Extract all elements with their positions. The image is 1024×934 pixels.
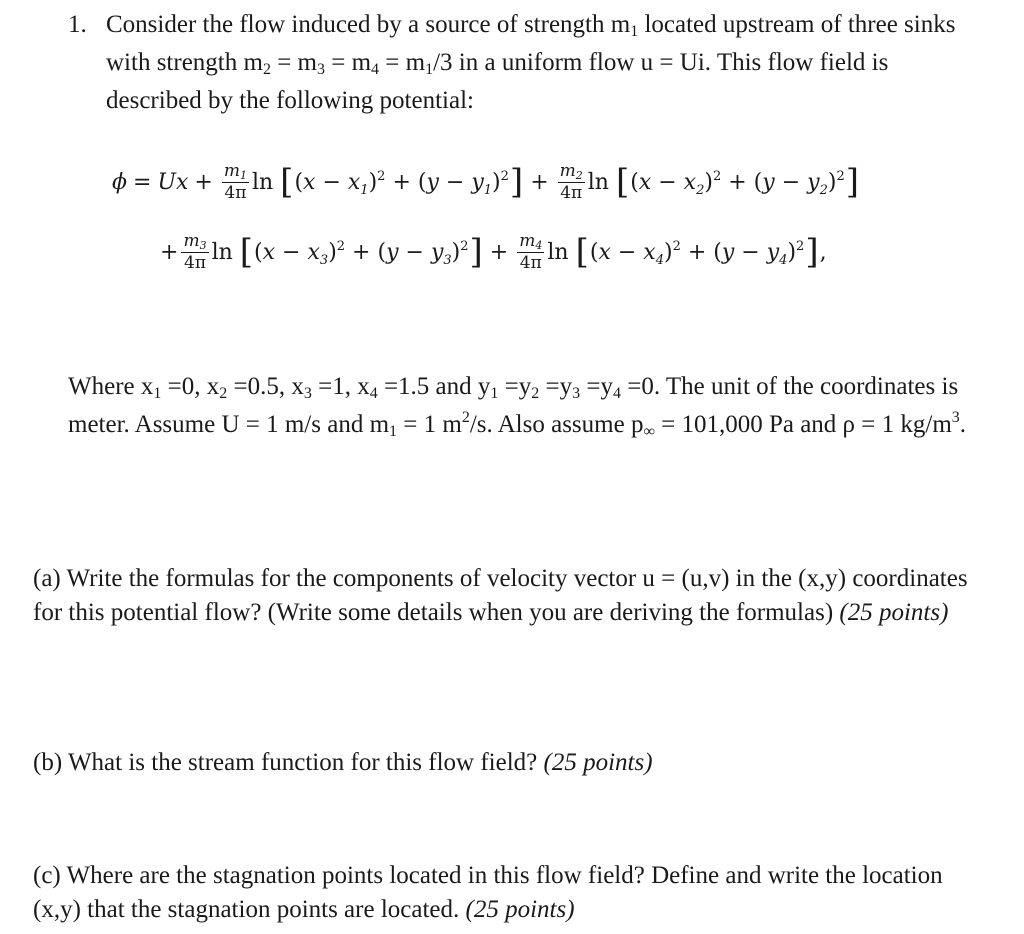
sub: 1 <box>490 385 499 402</box>
sup: 2 <box>461 409 470 426</box>
bracket-close: ] <box>845 162 859 202</box>
fraction-m3: $\frac{m_3}{4\pi}$ <box>183 230 207 273</box>
where-text: =y <box>498 373 532 400</box>
intro-sub-3: 3 <box>316 61 325 78</box>
sub: 2 <box>219 385 228 402</box>
equals-sign: = <box>133 169 152 195</box>
plus-sign: + <box>489 239 509 265</box>
sub: ∞ <box>643 423 655 440</box>
plus-sign: + <box>194 169 213 195</box>
equation-comma: , <box>819 239 827 265</box>
where-text: =0.5, x <box>227 373 304 400</box>
bracket-open: [ <box>239 232 254 272</box>
bracket-open: [ <box>280 162 294 202</box>
fraction-m4: $\frac{m_4}{4\pi}$ <box>519 230 543 273</box>
given-values-paragraph <box>68 368 968 444</box>
intro-text-2: located upstream of three sinks with strength m <box>106 11 956 76</box>
bracket-close: ] <box>509 162 524 202</box>
sup: 3 <box>951 409 960 426</box>
sub: 4 <box>612 385 621 402</box>
intro-text-6: /3 in a uniform flow u = Ui. This flow field is described by the following potential: <box>106 49 889 114</box>
part-c-text: (c) Where are the stagnation points located in this flow field? Define and write the location (x,y) that the stagnation points are located. <box>33 862 943 923</box>
question-part-b <box>33 744 973 782</box>
where-text: /s. Also assume p <box>469 411 644 438</box>
intro-sub-1: 1 <box>630 23 639 40</box>
where-text: = 101,000 Pa and ρ = 1 kg/m <box>654 411 952 438</box>
part-b-points: (25 points) <box>543 749 653 776</box>
intro-sub-4: 4 <box>371 61 380 78</box>
potential-equation-line-2: + $\frac{m_3}{4\pi}$ ln [ $(x - x_3)^2 + (y - y_3)^2$ ] + $\frac{m_4}{4\pi}$ ln [ $(x - x_4)^2 + (y - y_4)^2$ ] , <box>160 230 827 273</box>
question-part-c <box>33 859 973 927</box>
intro-text-4: = m <box>324 49 372 76</box>
bracket-close: ] <box>805 232 819 272</box>
sub: 4 <box>369 385 378 402</box>
problem-intro <box>106 6 968 120</box>
where-text: =0, x <box>161 373 220 400</box>
sub: 1 <box>153 385 162 402</box>
question-part-a <box>33 562 973 630</box>
fraction-m1: $\frac{m_1}{4\pi}$ <box>223 160 247 203</box>
sub: 1 <box>389 423 398 440</box>
plus-sign: + <box>530 169 549 195</box>
part-c-points: (25 points) <box>465 896 575 923</box>
where-text: =0. The unit of the coordinates is meter. Assume U = 1 m/s and m <box>68 373 959 438</box>
where-text: Where x <box>68 373 154 400</box>
where-text: =1.5 and y <box>377 373 491 400</box>
intro-text-1: Consider the flow induced by a source of strength m <box>106 11 631 38</box>
intro-text-5: = m <box>379 49 426 76</box>
where-text: =y <box>539 373 573 400</box>
ln-3: ln <box>211 239 233 265</box>
ln-1: ln <box>251 169 274 195</box>
sub: 3 <box>303 385 312 402</box>
uniform-flow-term: Ux <box>157 169 189 195</box>
where-text: =1, x <box>311 373 370 400</box>
bracket-close: ] <box>469 232 483 272</box>
where-text: . <box>959 411 967 438</box>
sub: 2 <box>531 385 540 402</box>
intro-sub-2: 2 <box>262 61 271 78</box>
sub: 3 <box>572 385 581 402</box>
where-text: =y <box>580 373 613 400</box>
problem-number: 1. <box>68 11 87 38</box>
phi-symbol: ϕ <box>112 169 127 195</box>
ln-4: ln <box>547 239 569 265</box>
part-a-text: (a) Write the formulas for the components of velocity vector u = (u,v) in the (x,y) coordinates for this potential flow? (Write some details when you are deriving the formulas) <box>33 565 968 626</box>
bracket-open: [ <box>615 162 630 202</box>
potential-equation-line-1: ϕ = Ux + $\frac{m_1}{4\pi}$ ln [ $(x - x_1)^2 + (y - y_1)^2$ ] + $\frac{m_2}{4\pi}$ ln [ $(x - x_2)^2 + (y - y_2)^2$ ] <box>112 160 859 203</box>
intro-sub-5: 1 <box>425 61 434 78</box>
where-text: = 1 m <box>397 411 462 438</box>
part-a-points: (25 points) <box>839 599 949 626</box>
problem-statement <box>68 6 968 120</box>
ln-2: ln <box>587 169 609 195</box>
part-b-text: (b) What is the stream function for this flow field? <box>33 749 538 776</box>
bracket-open: [ <box>575 232 589 272</box>
fraction-m2: $\frac{m_2}{4\pi}$ <box>559 160 583 203</box>
plus-sign: + <box>160 239 179 265</box>
intro-text-3: = m <box>270 49 317 76</box>
